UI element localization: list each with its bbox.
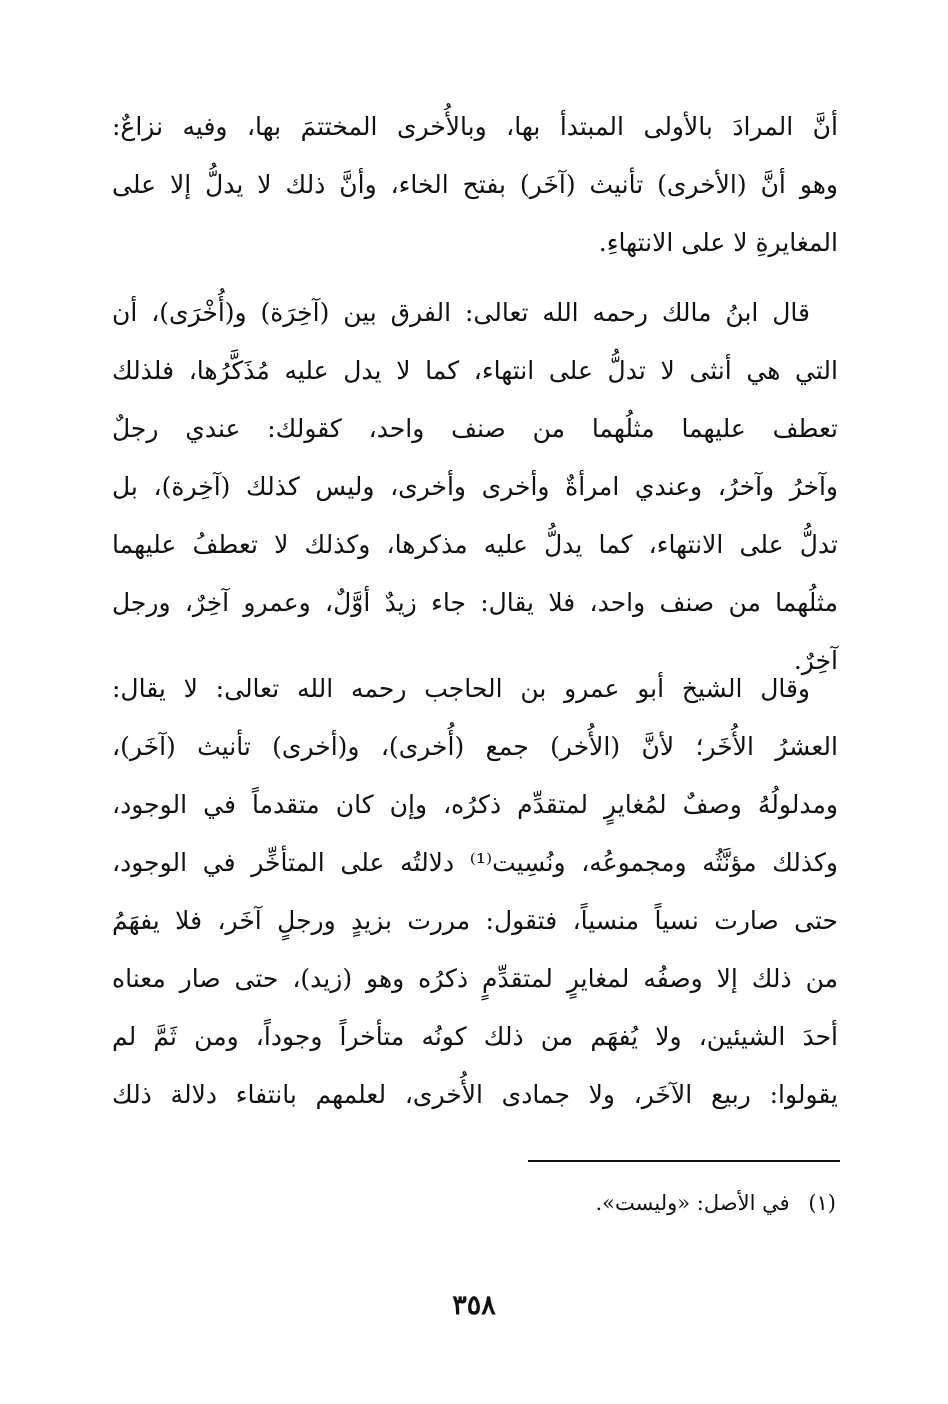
text-line: وآخرُ وآخرُ، وعندي امرأةٌ وأخرى وأخرى، وليس كذلك (آخِرة)، بل [112, 472, 838, 501]
text-line: تدلُّ على الانتهاء، كما يدلُّ عليه مذكرها، وكذلك لا تعطفُ عليهما [112, 530, 838, 559]
text-line: التي هي أنثى لا تدلُّ على انتهاء، كما لا يدل عليه مُذَكَّرُها، فلذلك [112, 356, 838, 385]
text-line: قال ابنُ مالك رحمه الله تعالى: الفرق بين (آخِرَة) و(أُخْرَى)، أن [112, 298, 810, 327]
text-line: ومدلولُهُ وصفٌ لمُغايرٍ لمتقدِّم ذكرُه، وإن كان متقدماً في الوجود، [112, 790, 838, 819]
text-line: تعطف عليهما مثلُهما من صنف واحد، كقولك: عندي رجلٌ [112, 414, 838, 443]
text-line: حتى صارت نسياً منسياً، فتقول: مررت بزيدٍ ورجلٍ آخَر، فلا يفهَمُ [112, 906, 838, 935]
text-line: وكذلك مؤنَّثُه ومجموعُه، ونُسِيت⁽¹⁾ دلالتُه على المتأخِّر في الوجود، [112, 848, 838, 877]
text-line: أنَّ المرادَ بالأولى المبتدأ بها، وبالأُخرى المختتمَ بها، وفيه نزاعٌ: [112, 112, 838, 141]
text-line: من ذلك إلا وصفُه لمغايرٍ لمتقدِّمٍ ذكرُه وهو (زيد)، حتى صار معناه [112, 964, 838, 993]
paragraph-3 [112, 660, 838, 1124]
text-line: أحدَ الشيئين، ولا يُفهَم من ذلك كونُه متأخراً وجوداً، ومن ثَمَّ لم [112, 1022, 838, 1051]
footnote-separator [528, 1160, 840, 1162]
paragraph-1 [112, 98, 838, 272]
footnote-number: (١) [808, 1191, 836, 1215]
text-line: العشرُ الأُخَر؛ لأنَّ (الأُخر) جمع (أُخرى)، و(أخرى) تأنيث (آخَر)، [112, 732, 838, 761]
text-line: المغايرةِ لا على الانتهاءِ. [598, 228, 838, 257]
text-line: آخِرٌ. [793, 646, 838, 675]
text-line: وهو أنَّ (الأخرى) تأنيث (آخَر) بفتح الخاء، وأنَّ ذلك لا يدلُّ إلا على [112, 170, 838, 199]
text-line: مثلُهما من صنف واحد، فلا يقال: جاء زيدٌ أوَّلٌ، وعمرو آخِرٌ، ورجل [112, 588, 838, 617]
text-line: وقال الشيخ أبو عمرو بن الحاجب رحمه الله تعالى: لا يقال: [112, 674, 810, 703]
page-number: ٣٥٨ [452, 1290, 496, 1321]
footnote [596, 1186, 837, 1220]
paragraph-2 [112, 284, 838, 690]
text-line: يقولوا: ربيع الآخَر، ولا جمادى الأُخرى، لعلمهم بانتفاء دلالة ذلك [112, 1080, 838, 1109]
footnote-text: في الأصل: «وليست». [595, 1191, 790, 1215]
